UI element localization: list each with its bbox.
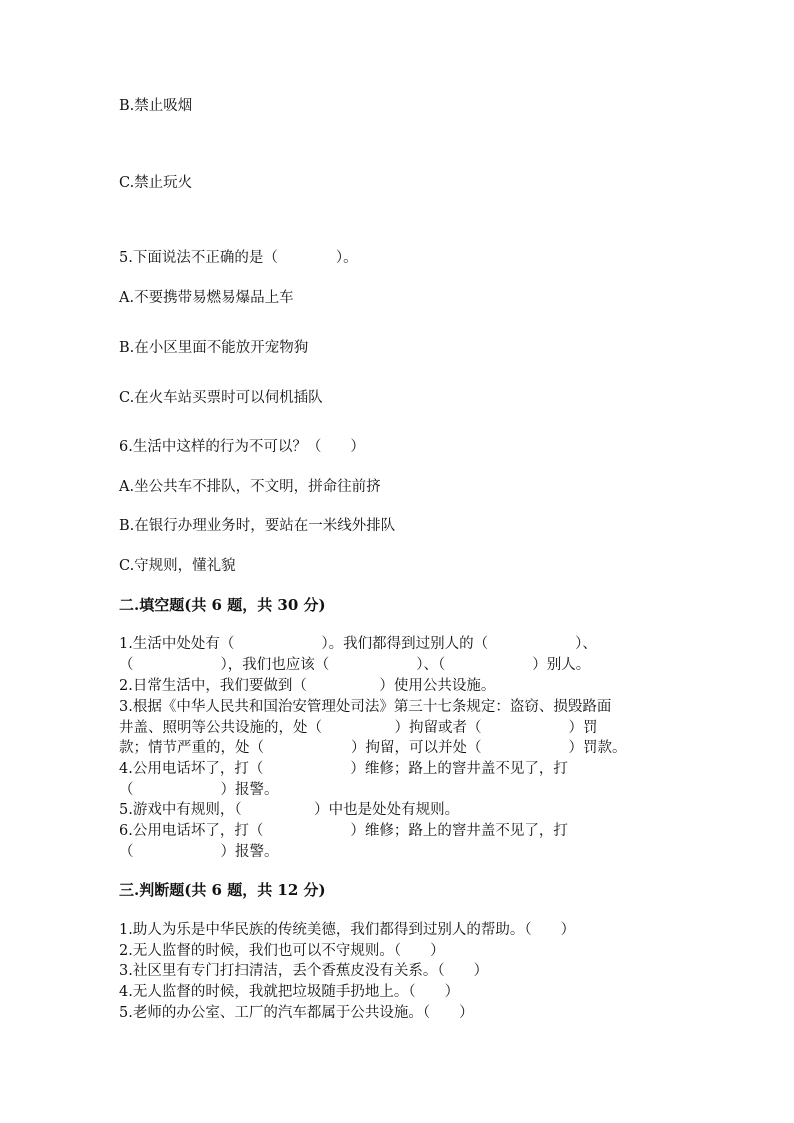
fill-in-line: 2.日常生活中，我们要做到（ ）使用公共设施。 (119, 678, 496, 694)
q6-stem: 6.生活中这样的行为不可以？（ ） (119, 439, 365, 455)
true-false-item: 3.社区里有专门打扫清洁，丢个香蕉皮没有关系。（ ） (119, 963, 489, 979)
section-heading-fill-in: 二.填空题(共 6 题，共 30 分) (119, 596, 326, 614)
fill-in-line: 5.游戏中有规则，（ ）中也是处处有规则。 (119, 802, 460, 818)
fill-in-line: （ ）报警。 (119, 844, 279, 860)
q5-stem: 5.下面说法不正确的是（ ）。 (119, 250, 358, 266)
true-false-item: 4.无人监督的时候，我就把垃圾随手扔地上。（ ） (119, 984, 460, 1000)
fill-in-line: 3.根据《中华人民共和国治安管理处司法》第三十七条规定：盗窃、损毁路面 (119, 699, 612, 715)
fill-in-line: 4.公用电话坏了，打（ ）维修；路上的窨井盖不见了，打 (119, 761, 568, 777)
true-false-item: 5.老师的办公室、工厂的汽车都属于公共设施。（ ） (119, 1005, 474, 1021)
q5-option-c: C.在火车站买票时可以伺机插队 (119, 390, 323, 406)
q6-option-b: B.在银行办理业务时，要站在一米线外排队 (119, 518, 396, 534)
true-false-item: 1.助人为乐是中华民族的传统美德，我们都得到过别人的帮助。（ ） (119, 922, 576, 938)
q4-option-c: C.禁止玩火 (119, 175, 193, 191)
section-heading-true-false: 三.判断题(共 6 题，共 12 分) (119, 881, 326, 899)
fill-in-line: 6.公用电话坏了，打（ ）维修；路上的窨井盖不见了，打 (119, 823, 568, 839)
fill-in-line: 井盖、照明等公共设施的，处（ ）拘留或者（ ）罚 (119, 720, 598, 736)
q5-option-b: B.在小区里面不能放开宠物狗 (119, 340, 309, 356)
true-false-item: 2.无人监督的时候，我们也可以不守规则。（ ） (119, 943, 445, 959)
q4-option-b: B.禁止吸烟 (119, 98, 193, 114)
fill-in-line: （ ），我们也应该（ ）、（ ）别人。 (119, 657, 591, 673)
q5-option-a: A.不要携带易燃易爆品上车 (119, 290, 294, 306)
q6-option-c: C.守规则，懂礼貌 (119, 558, 236, 574)
fill-in-line: 款；情节严重的，处（ ）拘留，可以并处（ ）罚款。 (119, 740, 627, 756)
q6-option-a: A.坐公共车不排队，不文明，拼命往前挤 (119, 479, 381, 495)
fill-in-line: 1.生活中处处有（ ）。我们都得到过别人的（ ）、 (119, 636, 597, 652)
fill-in-line: （ ）报警。 (119, 782, 279, 798)
